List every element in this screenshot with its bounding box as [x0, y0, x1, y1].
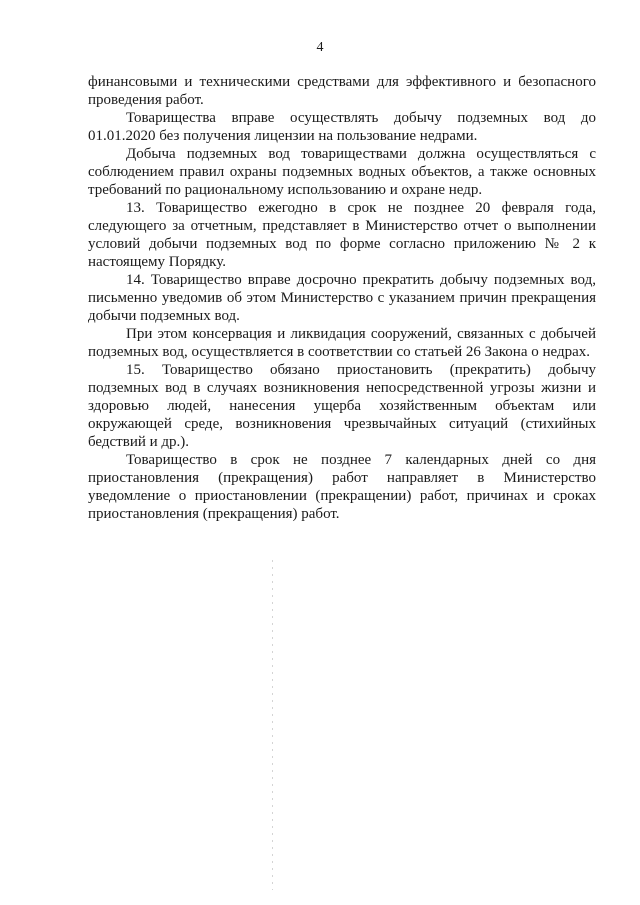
paragraph-item-14: 14. Товарищество вправе досрочно прекратить добычу подземных вод, письменно уведомив об этом Министерство с указанием причин прекращения добычи подземных вод. — [88, 272, 596, 324]
paragraph-notification: Товарищество в срок не позднее 7 календарных дней со дня приостановления (прекращения) работ направляет в Министерство уведомление о приостановлении (прекращении) работ, причинах и сроках приостановления (прекращения) работ. — [88, 452, 596, 522]
paragraph-item-15: 15. Товарищество обязано приостановить (прекратить) добычу подземных вод в случаях возникновения непосредственной угрозы жизни и здоровью людей, нанесения ущерба хозяйственным объектам или окружающей среде, возникновения чрезвычайных ситуаций (стихийных бедствий и др.). — [88, 362, 596, 450]
document-body — [88, 73, 596, 523]
paragraph-protection-rules: Добыча подземных вод товариществами должна осуществляться с соблюдением правил охраны подземных водных объектов, а также основных требований по рациональному использованию и охране недр. — [88, 146, 596, 198]
paragraph-continuation: финансовыми и техническими средствами для эффективного и безопасного проведения работ. — [88, 74, 596, 108]
page-number: 4 — [316, 40, 324, 55]
scan-artifact-line — [272, 560, 273, 890]
paragraph-license-exemption: Товарищества вправе осуществлять добычу подземных вод до 01.01.2020 без получения лицензии на пользование недрами. — [88, 110, 596, 144]
paragraph-conservation: При этом консервация и ликвидация сооружений, связанных с добычей подземных вод, осуществляется в соответствии со статьей 26 Закона о недрах. — [88, 326, 596, 360]
paragraph-item-13: 13. Товарищество ежегодно в срок не позднее 20 февраля года, следующего за отчетным, представляет в Министерство отчет о выполнении условий добычи подземных вод по форме согласно приложению № 2 к настоящему Порядку. — [88, 200, 596, 270]
